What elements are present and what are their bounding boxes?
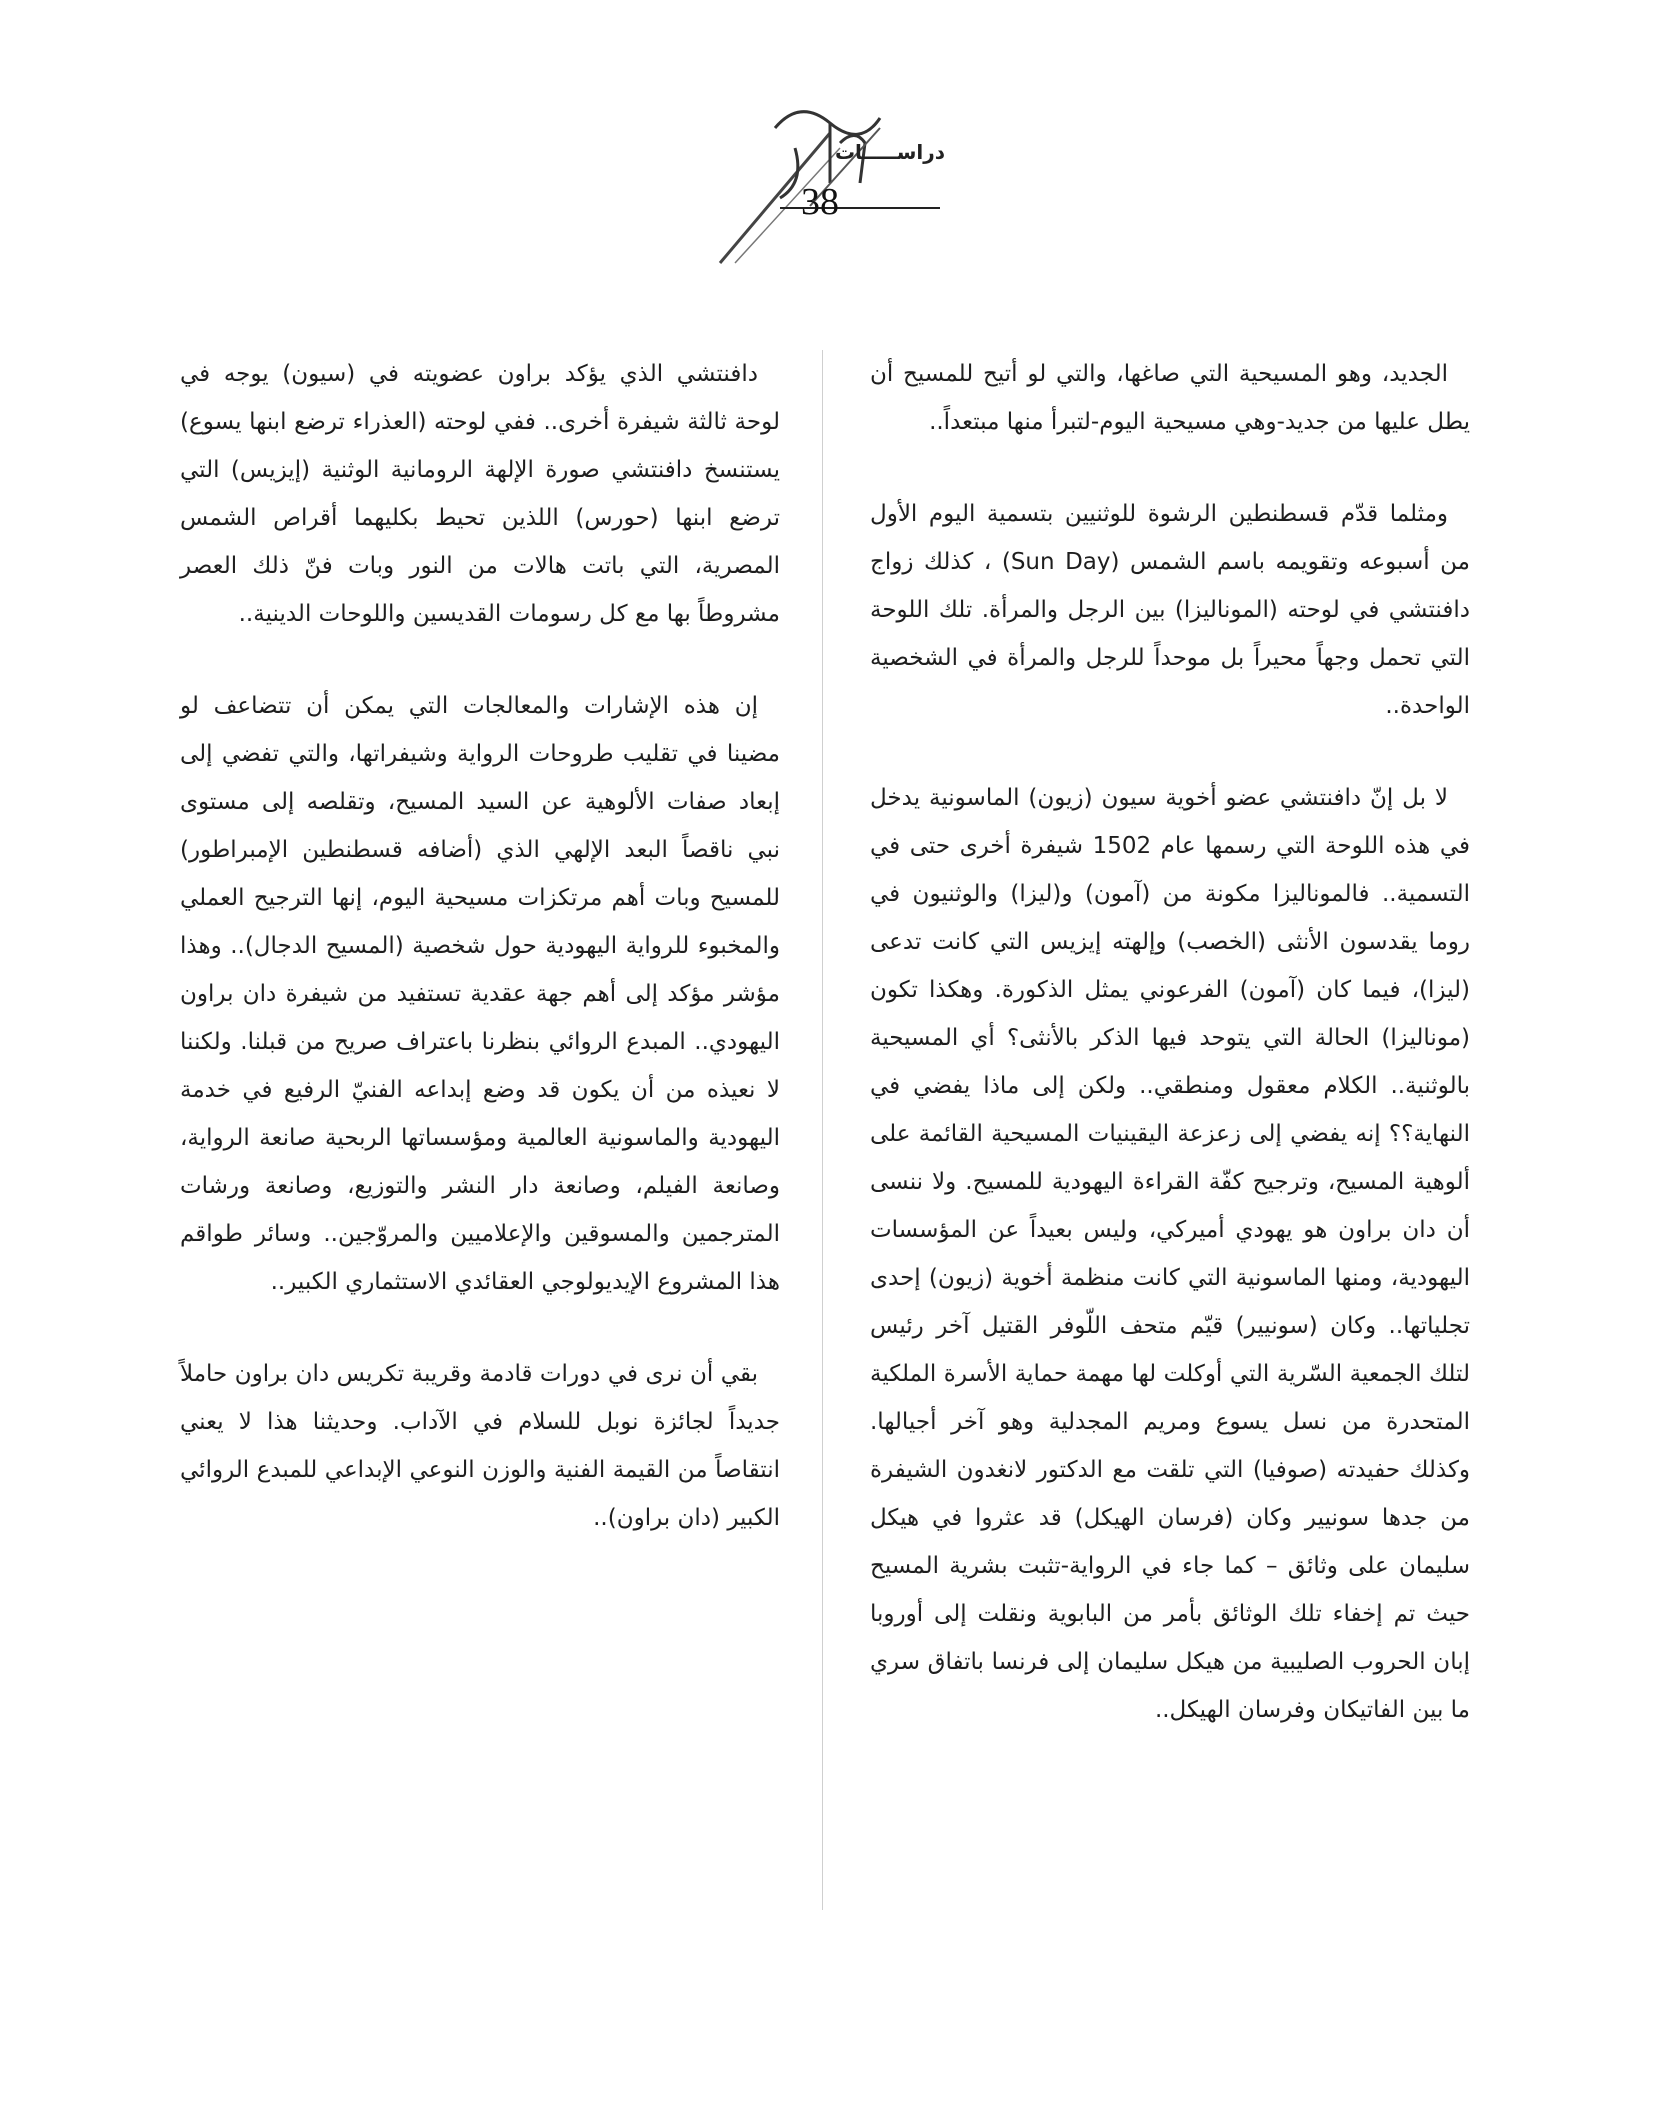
page-number: 38: [801, 181, 839, 223]
paragraph: دافنتشي الذي يؤكد براون عضويته في (سيون) يوجه في لوحة ثالثة شيفرة أخرى.. ففي لوحته (العذراء ترضع ابنها يسوع) يستنسخ دافنتشي صورة الإلهة الرومانية الوثنية (إيزيس) التي ترضع ابنها (حورس) اللذين تحيط بكليهما أقراص الشمس المصرية، التي باتت هالات من النور وبات فنّ ذلك العصر مشروطاً بها مع كل رسومات القديسين واللوحات الدينية..: [180, 361, 780, 627]
paragraph: لا بل إنّ دافنتشي عضو أخوية سيون (زيون) الماسونية يدخل في هذه اللوحة التي رسمها عام 1502 شيفرة أخرى حتى في التسمية.. فالموناليزا مكونة من (آمون) و(ليزا) والوثنيون في روما يقدسون الأنثى (الخصب) وإلهته إيزيس التي كانت تدعى (ليزا)، فيما كان (آمون) الفرعوني يمثل الذكورة. وهكذا تكون (موناليزا) الحالة التي يتوحد فيها الذكر بالأنثى؟ أي المسيحية بالوثنية.. الكلام معقول ومنطقي.. ولكن إلى ماذا يفضي في النهاية؟؟ إنه يفضي إلى زعزعة اليقينيات المسيحية القائمة على ألوهية المسيح، وترجيح كفّة القراءة اليهودية للمسيح. ولا ننسى أن دان براون هو يهودي أميركي، وليس بعيداً عن المؤسسات اليهودية، ومنها الماسونية التي كانت منظمة أخوية (زيون) إحدى تجلياتها.. وكان (سونيير) قيّم متحف اللّوفر القتيل آخر رئيس لتلك الجمعية السّرية التي أوكلت لها مهمة حماية الأسرة الملكية المتحدرة من نسل يسوع ومريم المجدلية وهو آخر أجيالها. وكذلك حفيدته (صوفيا) التي تلقت مع الدكتور لانغدون الشيفرة من جدها سونيير وكان (فرسان الهيكل) قد عثروا في هيكل سليمان على وثائق – كما جاء في الرواية-تثبت بشرية المسيح حيث تم إخفاء تلك الوثائق بأمر من البابوية ونقلت إلى أوروبا إبان الحروب الصليبية من هيكل سليمان إلى فرنسا باتفاق سري ما بين الفاتيكان وفرسان الهيكل..: [870, 785, 1470, 1723]
paragraph: ومثلما قدّم قسطنطين الرشوة للوثنيين بتسمية اليوم الأول من أسبوعه وتقويمه باسم الشمس (Sun Day) ، كذلك زواج دافنتشي في لوحته (الموناليزا) بين الرجل والمرأة. تلك اللوحة التي تحمل وجهاً محيراً بل موحداً للرجل والمرأة في الشخصية الواحدة..: [870, 501, 1470, 719]
left-column: [180, 350, 780, 1586]
paragraph: إن هذه الإشارات والمعالجات التي يمكن أن تتضاعف لو مضينا في تقليب طروحات الرواية وشيفراتها، والتي تفضي إلى إبعاد صفات الألوهية عن السيد المسيح، وتقلصه إلى مستوى نبي ناقصاً البعد الإلهي الذي (أضافه قسطنطين الإمبراطور) للمسيح وبات أهم مرتكزات مسيحية اليوم، إنها الترجيح العملي والمخبوء للرواية اليهودية حول شخصية (المسيح الدجال).. وهذا مؤشر مؤكد إلى أهم جهة عقدية تستفيد من شيفرة دان براون اليهودي.. المبدع الروائي بنظرنا باعتراف صريح من قبلنا. ولكننا لا نعيذه من أن يكون قد وضع إبداعه الفنيّ الرفيع في خدمة اليهودية والماسونية العالمية ومؤسساتها الربحية صانعة الرواية، وصانعة الفيلم، وصانعة دار النشر والتوزيع، وصانعة ورشات المترجمين والمسوقين والإعلاميين والمروّجين.. وسائر طواقم هذا المشروع الإيديولوجي العقائدي الاستثماري الكبير..: [180, 693, 780, 1295]
paragraph: الجديد، وهو المسيحية التي صاغها، والتي لو أتيح للمسيح أن يطل عليها من جديد-وهي مسيحية اليوم-لتبرأ منها مبتعداً..: [870, 361, 1470, 435]
right-column: [870, 350, 1470, 1778]
page-header: [0, 0, 1654, 240]
magazine-logo: [680, 88, 980, 268]
paragraph: بقي أن نرى في دورات قادمة وقريبة تكريس دان براون حاملاً جديداً لجائزة نوبل للسلام في الآداب. وحديثنا هذا لا يعني انتقاصاً من القيمة الفنية والوزن النوعي الإبداعي للمبدع الروائي الكبير (دان براون)..: [180, 1361, 780, 1531]
column-divider: [822, 350, 823, 1910]
section-label: دراســـــات: [834, 140, 946, 164]
